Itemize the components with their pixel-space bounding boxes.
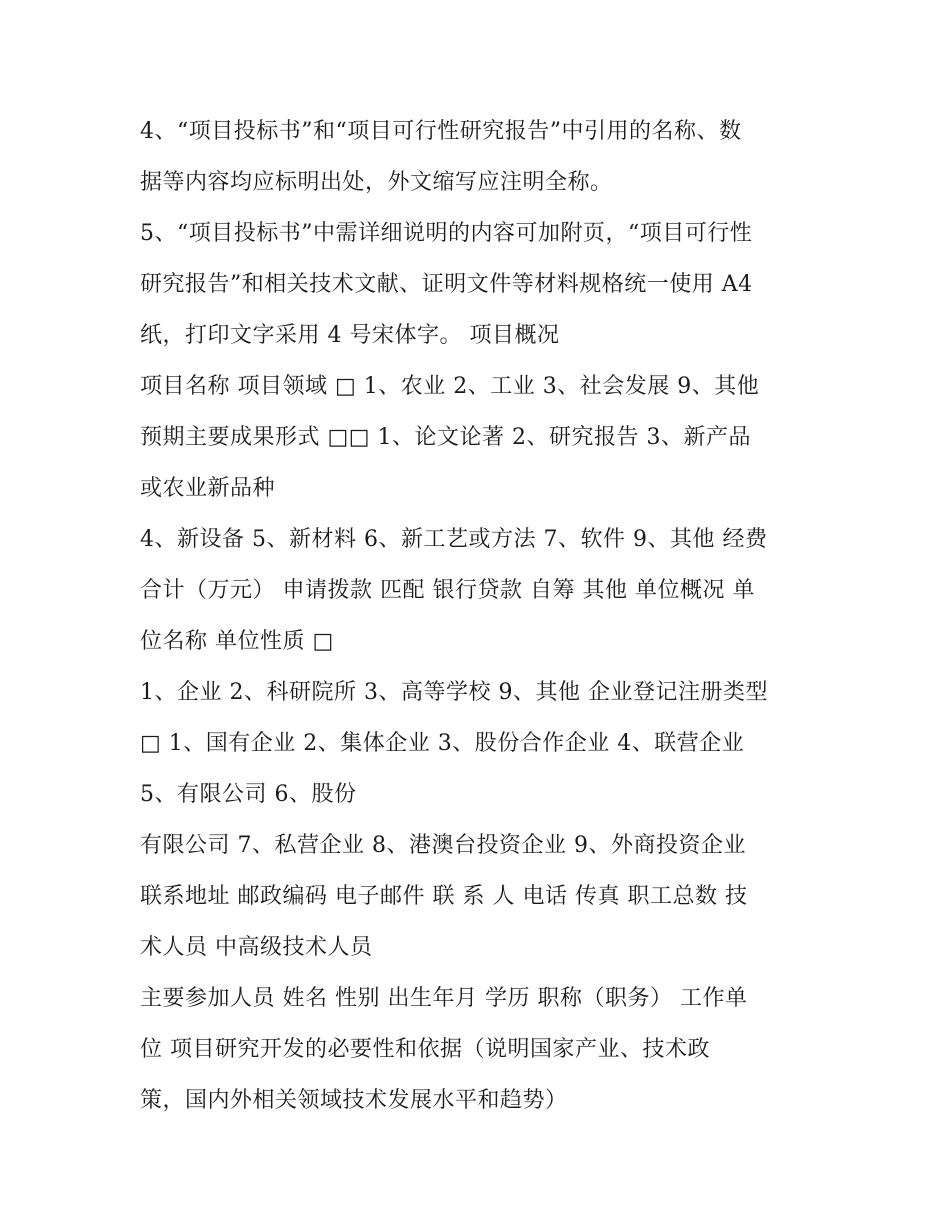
text-line: 术人员 中高级技术人员 xyxy=(140,935,373,960)
text-line: 4、“项目投标书”和“项目可行性研究报告”中引用的名称、数 xyxy=(140,119,742,144)
text-line: 有限公司 7、私营企业 8、港澳台投资企业 9、外商投资企业 xyxy=(140,833,746,858)
text-line: 主要参加人员 姓名 性别 出生年月 学历 职称（职务） 工作单 xyxy=(140,986,748,1011)
text-line: 合计（万元） 申请拨款 匹配 银行贷款 自筹 其他 单位概况 单 xyxy=(140,578,755,603)
text-line: 策，国内外相关领域技术发展水平和趋势） xyxy=(140,1088,568,1113)
text-line: 位 项目研究开发的必要性和依据（说明国家产业、技术政 xyxy=(140,1037,710,1062)
text-line: 预期主要成果形式 □□ 1、论文论著 2、研究报告 3、新产品 xyxy=(140,425,752,450)
text-line: 据等内容均应标明出处，外文缩写应注明全称。 xyxy=(140,170,613,195)
text-line: 研究报告”和相关技术文献、证明文件等材料规格统一使用 A4 xyxy=(140,272,753,297)
text-line: 位名称 单位性质 □ xyxy=(140,629,334,654)
text-line: 5、有限公司 6、股份 xyxy=(140,782,357,807)
text-line: 项目名称 项目领域 □ 1、农业 2、工业 3、社会发展 9、其他 xyxy=(140,374,760,399)
text-line: 5、“项目投标书”中需详细说明的内容可加附页，“项目可行性 xyxy=(140,221,753,246)
text-line: 或农业新品种 xyxy=(140,476,276,501)
text-line: 4、新设备 5、新材料 6、新工艺或方法 7、软件 9、其他 经费 xyxy=(140,527,768,552)
document-body xyxy=(140,106,820,1126)
text-line: 纸，打印文字采用 4 号宋体字。 项目概况 xyxy=(140,323,560,348)
text-line: 联系地址 邮政编码 电子邮件 联 系 人 电话 传真 职工总数 技 xyxy=(140,884,748,909)
text-line: □ 1、国有企业 2、集体企业 3、股份合作企业 4、联营企业 xyxy=(140,731,745,756)
text-line: 1、企业 2、科研院所 3、高等学校 9、其他 企业登记注册类型 xyxy=(140,680,768,705)
